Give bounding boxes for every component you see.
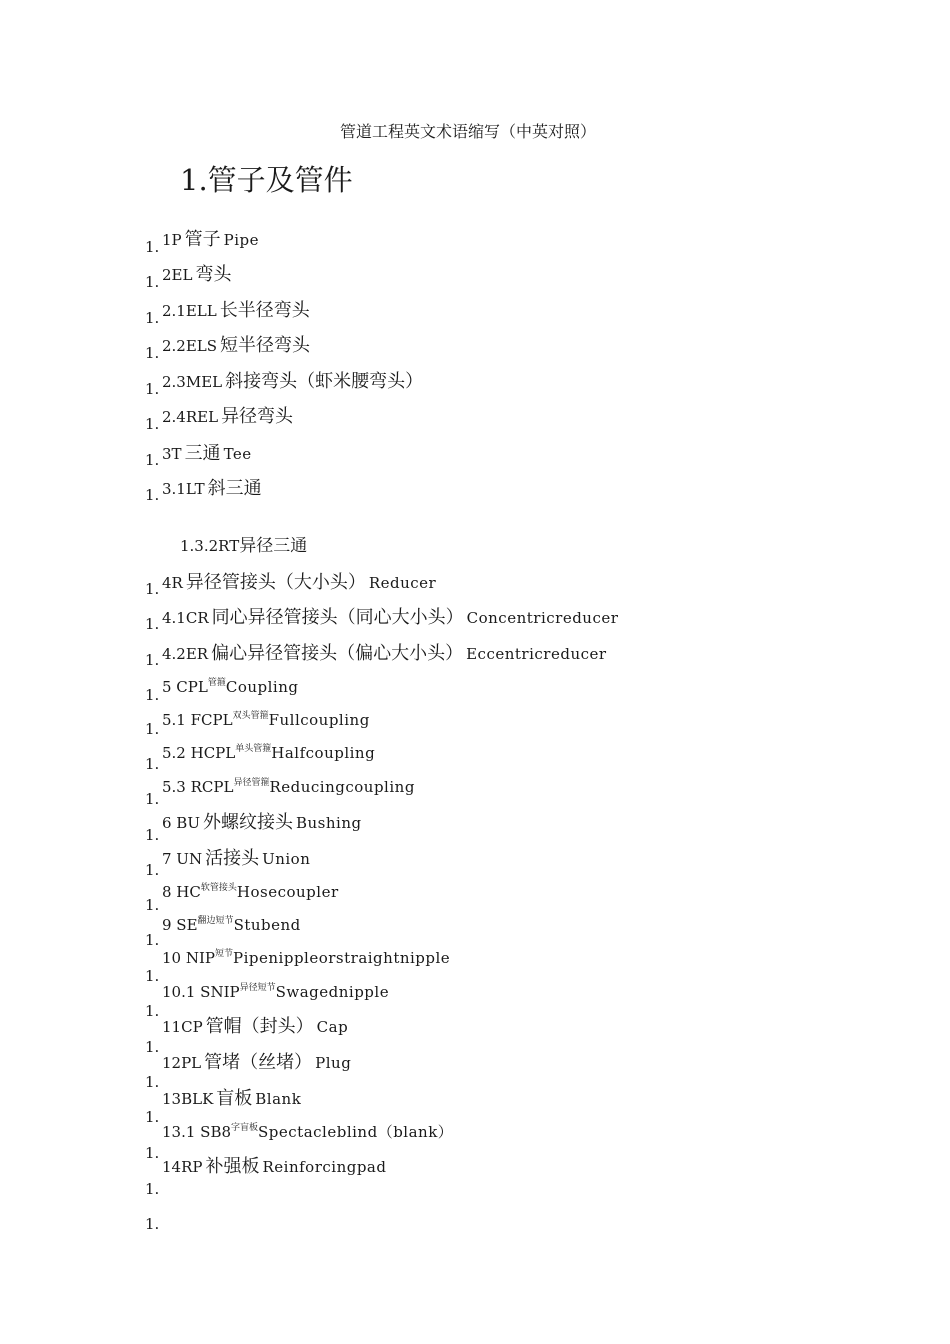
- term-line: [162, 745, 375, 761]
- document-title: 管道工程英文术语缩写（中英对照）: [340, 122, 597, 141]
- term-line: [162, 645, 607, 663]
- line-en: Halfcoupling: [271, 744, 376, 762]
- term-line: [162, 445, 252, 463]
- list-marker: 1.: [145, 826, 160, 844]
- term-line: [162, 231, 259, 249]
- line-code: 14RP: [162, 1158, 203, 1176]
- list-marker: 1.: [145, 1180, 160, 1198]
- line-code: 13.1 SB8: [162, 1123, 232, 1141]
- line-en: Cap: [316, 1018, 349, 1036]
- line-sup: 短节: [215, 949, 234, 959]
- line-code: 2.3MEL: [162, 373, 223, 391]
- line-code: 2.1ELL: [162, 302, 217, 320]
- term-line: [162, 884, 339, 900]
- list-marker: 1.: [145, 755, 160, 773]
- list-marker: 1.: [145, 273, 160, 291]
- line-code: 4.1CR: [162, 609, 209, 627]
- list-marker: 1.: [145, 486, 160, 504]
- line-code: 2.2ELS: [162, 337, 218, 355]
- line-en: Concentricreducer: [466, 609, 619, 627]
- term-line: [162, 480, 262, 498]
- term-line: [162, 679, 299, 695]
- line-en: Reinforcingpad: [262, 1158, 387, 1176]
- term-line: [162, 950, 450, 966]
- list-marker: 1.: [145, 790, 160, 808]
- line-code: 3T: [162, 445, 182, 463]
- term-line: [162, 337, 310, 355]
- line-code: 12PL: [162, 1054, 202, 1072]
- term-line: [162, 850, 310, 868]
- list-marker: 1.: [145, 861, 160, 879]
- line-cn: 活接头: [205, 848, 260, 869]
- term-line: [162, 609, 618, 627]
- line-cn: 斜接弯头（虾米腰弯头）: [225, 371, 424, 392]
- list-marker: 1.: [145, 1073, 160, 1091]
- line-cn: 异径三通: [239, 536, 308, 556]
- line-cn: 补强板: [205, 1156, 260, 1177]
- line-sup: 翻边短节: [197, 916, 234, 926]
- line-sup: 单头管箍: [235, 744, 272, 754]
- indented-line: [180, 538, 307, 555]
- term-line: [162, 984, 389, 1000]
- line-code: 5.3 RCPL: [162, 778, 234, 796]
- list-marker: 1.: [145, 451, 160, 469]
- line-en: Stubend: [233, 916, 301, 934]
- list-marker: 1.: [145, 309, 160, 327]
- list-marker: 1.: [145, 1038, 160, 1056]
- line-code: 4R: [162, 574, 183, 592]
- line-en: Plug: [315, 1054, 352, 1072]
- list-marker: 1.: [145, 415, 160, 433]
- list-marker: 1.: [145, 580, 160, 598]
- term-line: [162, 574, 436, 592]
- line-code: 5.2 HCPL: [162, 744, 236, 762]
- line-cn: 管子: [184, 229, 221, 250]
- line-cn: 管堵（丝堵）: [204, 1052, 313, 1073]
- term-line: [162, 712, 370, 728]
- list-marker: 1.: [145, 344, 160, 362]
- line-en: Eccentricreducer: [466, 645, 607, 663]
- line-code: 8 HC: [162, 883, 201, 901]
- term-line: [162, 779, 415, 795]
- line-code: 3.1LT: [162, 480, 205, 498]
- term-line: [162, 1018, 348, 1036]
- list-marker: 1.: [145, 931, 160, 949]
- line-en: Blank: [255, 1090, 302, 1108]
- list-marker: 1.: [145, 720, 160, 738]
- term-line: [162, 1158, 386, 1176]
- line-cn: 异径管接头（大小头）: [185, 572, 366, 593]
- term-line: [162, 408, 293, 426]
- line-code: 7 UN: [162, 850, 203, 868]
- term-line: [162, 917, 301, 933]
- term-line: [162, 1124, 453, 1140]
- line-code: 2.4REL: [162, 408, 219, 426]
- term-line: [162, 814, 362, 832]
- line-code: 11CP: [162, 1018, 203, 1036]
- term-line: [162, 266, 231, 284]
- list-marker: 1.: [145, 1002, 160, 1020]
- line-cn: 异径弯头: [221, 406, 294, 427]
- line-cn: 盲板: [216, 1088, 253, 1109]
- line-en: Pipe: [223, 231, 260, 249]
- line-sup: 字盲板: [231, 1123, 259, 1133]
- line-sup: 管箍: [207, 678, 226, 688]
- list-marker: 1.: [145, 651, 160, 669]
- line-code: 1P: [162, 231, 182, 249]
- line-en: Reducer: [368, 574, 437, 592]
- line-code: 10 NIP: [162, 949, 215, 967]
- list-marker: 1.: [145, 238, 160, 256]
- line-code: 2EL: [162, 266, 193, 284]
- line-cn: 偏心异径管接头（偏心大小头）: [211, 643, 464, 664]
- list-marker: 1.: [145, 380, 160, 398]
- term-line: [162, 1090, 301, 1108]
- line-sup: 双头管箍: [232, 711, 269, 721]
- section-heading: 1.管子及管件: [180, 163, 353, 197]
- line-cn: 同心异径管接头（同心大小头）: [211, 607, 464, 628]
- list-marker: 1.: [145, 615, 160, 633]
- line-cn: 斜三通: [207, 478, 262, 499]
- line-en: Bushing: [295, 814, 362, 832]
- line-code: 10.1 SNIP: [162, 983, 240, 1001]
- line-cn: 长半径弯头: [219, 300, 310, 321]
- list-marker: 1.: [145, 896, 160, 914]
- line-en: Hosecoupler: [236, 883, 339, 901]
- line-sup: 软管接头: [200, 883, 237, 893]
- term-line: [162, 1054, 351, 1072]
- term-line: [162, 373, 423, 391]
- line-en: Tee: [223, 445, 252, 463]
- line-sup: 异径短节: [239, 983, 276, 993]
- line-code: 5.1 FCPL: [162, 711, 233, 729]
- list-marker: 1.: [145, 967, 160, 985]
- line-code: 5 CPL: [162, 678, 208, 696]
- line-en: Fullcoupling: [268, 711, 370, 729]
- line-cn: 短半径弯头: [220, 335, 311, 356]
- line-code: 1.3.2RT: [180, 537, 240, 555]
- line-code: 9 SE: [162, 916, 198, 934]
- line-cn: 三通: [184, 443, 221, 464]
- line-en: Union: [262, 850, 311, 868]
- line-en: Spectacleblind（blank）: [258, 1123, 454, 1141]
- line-cn: 管帽（封头）: [205, 1016, 314, 1037]
- line-sup: 异径管箍: [233, 778, 270, 788]
- list-marker: 1.: [145, 1144, 160, 1162]
- list-marker: 1.: [145, 686, 160, 704]
- list-marker: 1.: [145, 1215, 160, 1233]
- line-cn: 弯头: [195, 264, 232, 285]
- line-code: 6 BU: [162, 814, 200, 832]
- line-en: Coupling: [225, 678, 299, 696]
- line-en: Pipenippleorstraightnipple: [233, 949, 451, 967]
- line-en: Swagednipple: [275, 983, 390, 1001]
- line-cn: 外螺纹接头: [202, 812, 293, 833]
- line-en: Reducingcoupling: [269, 778, 415, 796]
- line-code: 13BLK: [162, 1090, 214, 1108]
- list-marker: 1.: [145, 1108, 160, 1126]
- line-code: 4.2ER: [162, 645, 209, 663]
- term-line: [162, 302, 310, 320]
